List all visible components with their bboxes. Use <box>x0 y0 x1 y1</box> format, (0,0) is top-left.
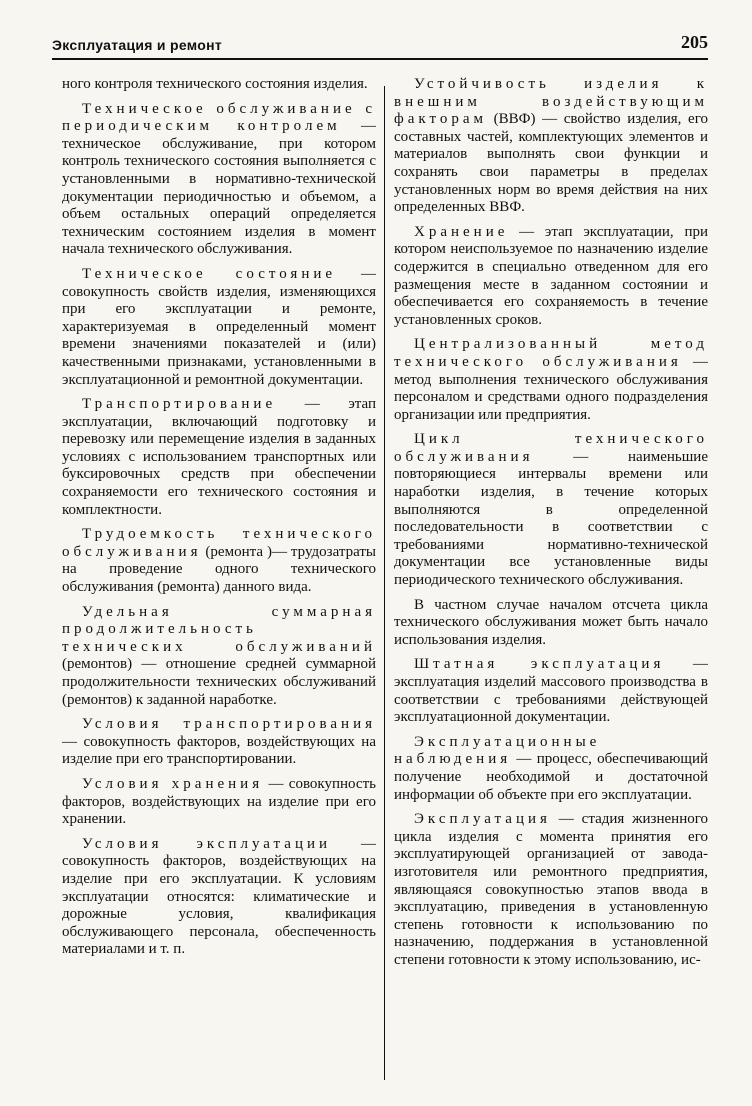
term: Условия эксплуатации <box>82 835 332 852</box>
glossary-entry <box>62 836 376 959</box>
right-column <box>394 76 708 977</box>
definition-text: — процесс, обеспечивающий получение необходимой и достаточной информации об объекте при его эксплуатации. <box>394 751 708 803</box>
definition-text: — стадия жизненного цикла изделия с момента принятия его эксплуатирующей организацией от завода-изготовителя или ремонтного предприятия, являющаяся совокупностью этапов ввода в эксплуатацию, приведения в установленную степень готовности к использованию по назначению, поддержания в установленной степени готовности к этому использованию, ис- <box>394 811 708 968</box>
definition-text: (ремонта )— трудозатраты на проведение одного технического обслуживания (ремонта) данного вида. <box>62 543 376 596</box>
glossary-entry <box>394 734 708 804</box>
paragraph <box>394 597 708 650</box>
glossary-entry <box>62 526 376 596</box>
glossary-entry <box>394 76 708 217</box>
definition-text: — совокупность факторов, воздействующих на изделие при его хранении. <box>62 775 376 828</box>
glossary-entry <box>394 656 708 726</box>
glossary-entry <box>62 716 376 769</box>
glossary-entry <box>394 224 708 330</box>
definition-text: В частном случае началом отсчета цикла технического обслуживания может быть начало использования изделия. <box>394 596 708 648</box>
definition-text: — техническое обслуживание, при котором контроль технического состояния выполняется с установленными в нормативно-технической документации периодичностью и объемом, а объем остальных операций определяется техническим состоянием изделия в момент начала технического обслуживания. <box>62 118 376 258</box>
definition-text: — эксплуатация изделий массового производства в соответствии с требованиями действующей эксплуатационной документации. <box>394 656 708 726</box>
definition-text: — этап эксплуатации, включающий подготовку и перевозку или перемещение изделия в заданных условиях с использованием транспортных или буксировочных средств при обеспечении сохраняемости его технического состояния и комплектности. <box>62 396 376 518</box>
column-divider <box>384 86 385 1080</box>
glossary-entry <box>62 101 376 259</box>
term: Транспортирование <box>82 396 277 413</box>
term: Штатная эксплуатация <box>414 656 665 673</box>
term: Техническое обслуживание с периодическим контролем <box>62 100 376 135</box>
glossary-entry <box>394 811 708 969</box>
term: Условия хранения <box>82 775 264 792</box>
glossary-entry <box>62 266 376 389</box>
definition-text: (ремонтов) — отношение средней суммарной продолжительности технических обслуживаний (ремонтов) к заданной наработке. <box>62 656 376 708</box>
glossary-entry <box>62 604 376 710</box>
definition-text: — совокупность свойств изделия, изменяющихся при его эксплуатации и ремонте, характеризуемая в определенный момент времени значениями показателей и (или) качественными признаками, установленными в эксплуатационной и ремонтной документации. <box>62 265 376 388</box>
term: Централизованный метод технического обслуживания <box>394 336 708 370</box>
definition-text: — совокупность факторов, воздействующих на изделие при его транспортировании. <box>62 733 376 768</box>
left-column <box>62 76 376 966</box>
term: Хранение <box>414 223 509 240</box>
term: Цикл технического обслуживания <box>394 431 708 465</box>
term: Условия транспортирования <box>82 716 376 733</box>
definition-text: — совокупность факторов, воздействующих на изделие при его эксплуатации. К условиям эксплуатации относятся: климатические и дорожные условия, квалификация обслуживающего персонала, обеспеченность материалами и т. п. <box>62 835 376 958</box>
glossary-entry <box>62 396 376 519</box>
term: Эксплуатационные наблюдения <box>394 733 601 768</box>
term: Устойчивость изделия к внешним воздействующим факторам <box>394 76 708 128</box>
text-columns <box>58 76 708 1086</box>
definition-text: — наименьшие повторяющиеся интервалы времени или наработки изделия, в течение которых выполняются в определенной последовательности в соответствии с требованиями нормативно-технической документации все установленные виды периодического технического обслуживания. <box>394 448 708 589</box>
page-number: 205 <box>681 32 708 52</box>
term: Удельная суммарная продолжительность технических обслуживаний <box>62 603 376 655</box>
glossary-entry <box>62 776 376 829</box>
paragraph <box>62 76 376 94</box>
glossary-entry <box>394 336 708 424</box>
running-title: Эксплуатация и ремонт <box>52 37 223 53</box>
term: Эксплуатация <box>414 811 551 828</box>
definition-text: — метод выполнения технического обслуживания персоналом и средствами одного подразделения организации или предприятия. <box>394 353 708 423</box>
term: Техническое состояние <box>82 265 337 282</box>
glossary-entry <box>394 431 708 589</box>
page-header <box>52 20 708 60</box>
term: Трудоемкость технического обслуживания <box>62 526 376 560</box>
definition-text: — этап эксплуатации, при котором неиспользуемое по назначению изделие содержится в специально отведенном для его размещения месте в заданном состоянии и обеспечивается его сохраняемость в течение установленных сроков. <box>394 223 708 328</box>
definition-text: (ВВФ) — свойство изделия, его составных частей, комплектующих элементов и материалов выполнять свои функции и сохранять свои параметры в пределах установленных норм во время действия на них определенных ВВФ. <box>394 111 708 216</box>
definition-text: ного контроля технического состояния изделия. <box>62 76 368 92</box>
